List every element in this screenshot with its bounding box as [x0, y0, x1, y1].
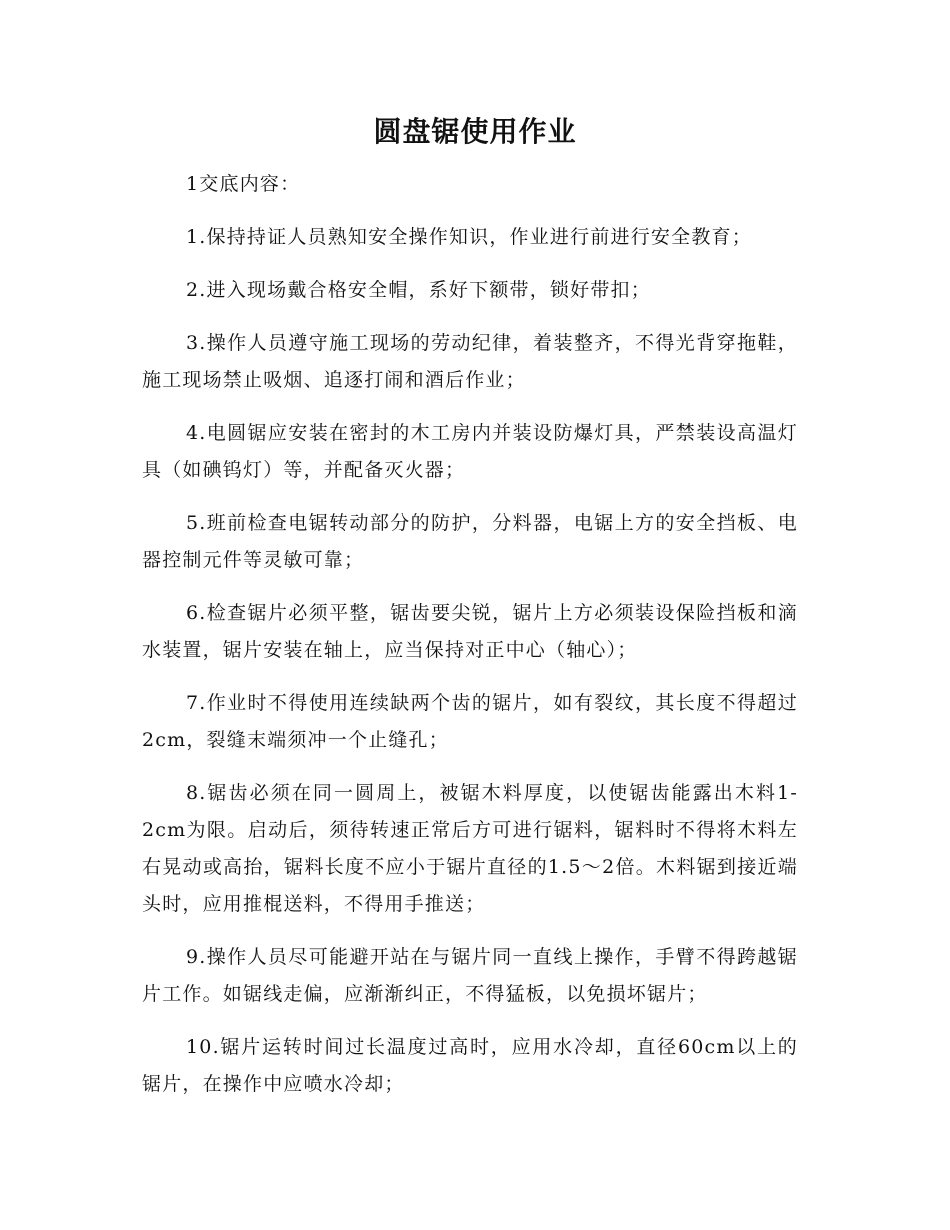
rule-item-4: 4.电圆锯应安装在密封的木工房内并装设防爆灯具，严禁装设高温灯具（如碘钨灯）等，并配备灭火器；	[142, 422, 798, 481]
document-title: 圆盘锯使用作业	[373, 115, 577, 148]
section-heading: 1交底内容：	[186, 173, 301, 195]
rule-item-2: 2.进入现场戴合格安全帽，系好下额带，锁好带扣；	[186, 279, 651, 301]
rule-item-5: 5.班前检查电锯转动部分的防护，分料器，电锯上方的安全挡板、电器控制元件等灵敏可靠；	[142, 512, 798, 571]
rule-item-9: 9.操作人员尽可能避开站在与锯片同一直线上操作，手臂不得跨越锯片工作。如锯线走偏，应渐渐纠正，不得猛板，以免损坏锯片；	[142, 946, 798, 1005]
rule-item-1: 1.保持持证人员熟知安全操作知识，作业进行前进行安全教育；	[186, 226, 752, 248]
rule-item-8: 8.锯齿必须在同一圆周上，被锯木料厚度，以使锯齿能露出木料1-2cm为限。启动后，须待转速正常后方可进行锯料，锯料时不得将木料左右晃动或高抬，锯料长度不应小于锯片直径的1.5～2倍。木料锯到接近端头时，应用推棍送料，不得用手推送；	[142, 782, 798, 915]
rule-item-7: 7.作业时不得使用连续缺两个齿的锯片，如有裂纹，其长度不得超过2cm，裂缝末端须冲一个止缝孔；	[142, 692, 798, 751]
rule-item-3: 3.操作人员遵守施工现场的劳动纪律，着装整齐，不得光背穿拖鞋，施工现场禁止吸烟、追逐打闹和酒后作业；	[142, 332, 798, 391]
rule-item-6: 6.检查锯片必须平整，锯齿要尖锐，锯片上方必须装设保险挡板和滴水装置，锯片安装在轴上，应当保持对正中心（轴心）；	[142, 602, 798, 661]
document-body	[142, 166, 798, 1119]
rule-item-10: 10.锯片运转时间过长温度过高时，应用水冷却，直径60cm以上的锯片，在操作中应喷水冷却；	[142, 1036, 798, 1095]
